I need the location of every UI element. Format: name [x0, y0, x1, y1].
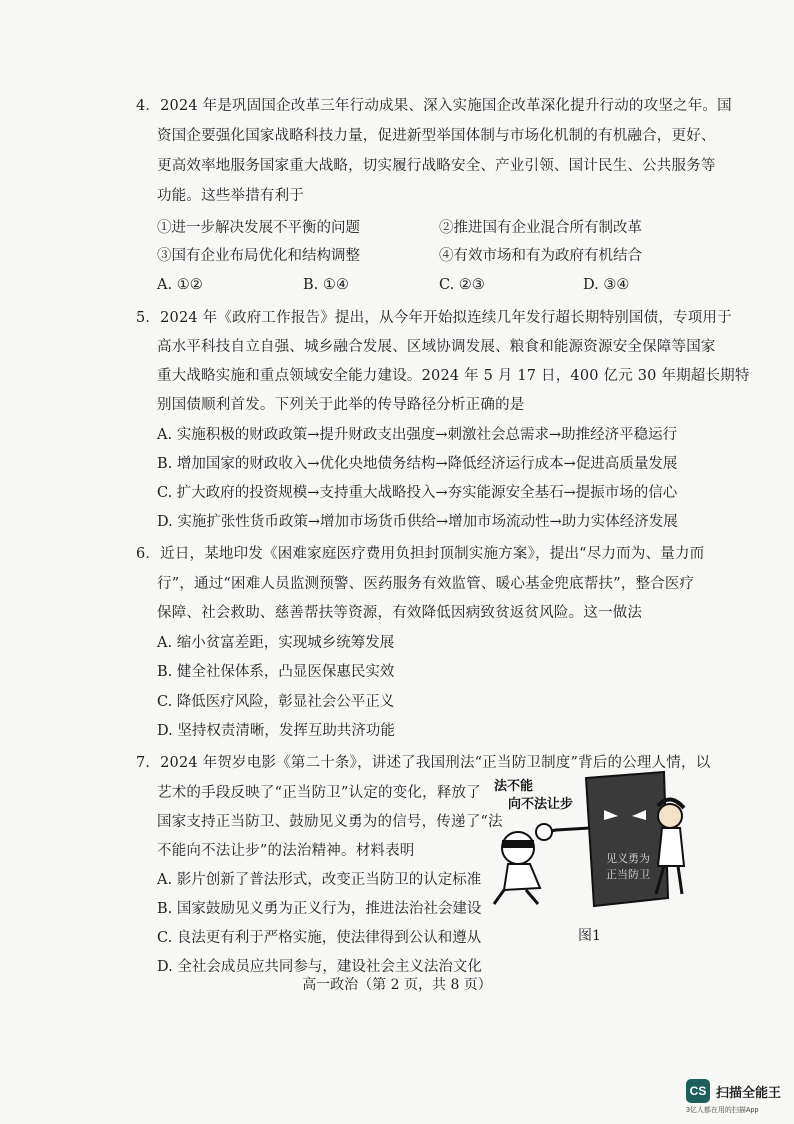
q7-stem-line: 不能向不法让步”的法治精神。材料表明 — [157, 843, 415, 859]
robber-body — [504, 864, 540, 890]
q6-stem-line: 保障、社会救助、慈善帮扶等资源，有效降低因病致贫返贫风险。这一做法 — [157, 605, 643, 621]
q6-option-a: A. 缩小贫富差距，实现城乡统筹发展 — [157, 635, 395, 651]
page-footer: 高一政治（第 2 页，共 8 页） — [302, 977, 492, 993]
board-text-1: 见义勇为 — [606, 852, 650, 865]
girl-head — [658, 804, 682, 828]
scanner-tagline: 3亿人都在用的扫描App — [686, 1107, 759, 1114]
fist — [536, 824, 552, 840]
q4-stem-line: 更高效率地服务国家重大战略，切实履行战略安全、产业引领、国计民生、公共服务等 — [157, 158, 716, 174]
slogan-line-1: 法不能 — [494, 779, 534, 794]
q4-option-b: B. ①④ — [303, 277, 349, 293]
figure-1-cartoon — [486, 770, 691, 910]
q4-option-d: D. ③④ — [583, 277, 630, 293]
slogan-line-2: 向不法让步 — [508, 797, 574, 812]
q4-statement-3: ③国有企业布局优化和结构调整 — [157, 248, 360, 264]
cs-logo-icon: CS — [686, 1079, 710, 1103]
q6-option-b: B. 健全社保体系，凸显医保惠民实效 — [157, 664, 395, 680]
q7-option-b: B. 国家鼓励见义勇为正义行为，推进法治社会建设 — [157, 901, 482, 917]
q5-stem-line: 别国债顺利首发。下列关于此举的传导路径分析正确的是 — [157, 397, 525, 413]
board-text-2: 正当防卫 — [606, 868, 650, 881]
q6-stem-line: 6．近日，某地印发《困难家庭医疗费用负担封顶制实施方案》，提出“尽力而为、量力而 — [136, 546, 705, 562]
girl-body — [658, 828, 684, 866]
q5-option-b: B. 增加国家的财政收入→优化央地债务结构→降低经济运行成本→促进高质量发展 — [157, 456, 678, 472]
scanner-watermark — [686, 1079, 781, 1103]
law-board — [586, 772, 668, 906]
q4-statement-2: ②推进国有企业混合所有制改革 — [439, 220, 642, 236]
q6-option-c: C. 降低医疗风险，彰显社会公平正义 — [157, 694, 395, 710]
q5-stem-line: 重大战略实施和重点领域安全能力建设。2024 年 5 月 17 日，400 亿元 30 年期超长期特 — [157, 368, 750, 384]
cartoon-illustration — [486, 770, 691, 910]
q5-stem-line: 高水平科技自立自强、城乡融合发展、区域协调发展、粮食和能源资源安全保障等国家 — [157, 339, 716, 355]
q7-option-d: D. 全社会成员应共同参与，建设社会主义法治文化 — [157, 959, 482, 975]
q4-statement-1: ①进一步解决发展不平衡的问题 — [157, 220, 360, 236]
robber-legs — [494, 890, 538, 904]
q7-stem-line: 国家支持正当防卫、鼓励见义勇为的信号，传递了“法 — [157, 814, 503, 830]
q4-option-a: A. ①② — [157, 277, 203, 293]
scanner-app-name: 扫描全能王 — [716, 1084, 782, 1100]
q7-option-a: A. 影片创新了普法形式，改变正当防卫的认定标准 — [157, 872, 482, 888]
q7-stem-line: 艺术的手段反映了“正当防卫”认定的变化，释放了 — [157, 785, 481, 801]
q7-option-c: C. 良法更有利于严格实施，使法律得到公认和遵从 — [157, 930, 482, 946]
q7-stem-line: 7．2024 年贺岁电影《第二十条》，讲述了我国刑法“正当防卫制度”背后的公理人情，以 — [136, 755, 711, 771]
q4-statement-4: ④有效市场和有为政府有机结合 — [439, 248, 642, 264]
q4-option-c: C. ②③ — [439, 277, 485, 293]
q5-option-c: C. 扩大政府的投资规模→支持重大战略投入→夯实能源安全基石→提振市场的信心 — [157, 485, 678, 501]
q4-stem-line: 4．2024 年是巩固国企改革三年行动成果、深入实施国企改革深化提升行动的攻坚之年。国 — [136, 98, 732, 114]
q6-option-d: D. 坚持权责清晰，发挥互助共济功能 — [157, 723, 395, 739]
q4-stem-line: 资国企要强化国家战略科技力量，促进新型举国体制与市场化机制的有机融合，更好、 — [157, 128, 716, 144]
figure-caption: 图1 — [578, 928, 601, 944]
q5-stem-line: 5．2024 年《政府工作报告》提出，从今年开始拟连续几年发行超长期特别国债，专项用于 — [136, 310, 732, 326]
q5-option-d: D. 实施扩张性货币政策→增加市场货币供给→增加市场流动性→助力实体经济发展 — [157, 514, 678, 530]
q4-stem-line: 功能。这些举措有利于 — [157, 188, 304, 204]
robber-mask — [502, 840, 534, 848]
q5-option-a: A. 实施积极的财政政策→提升财政支出强度→刺激社会总需求→助推经济平稳运行 — [157, 427, 678, 443]
q6-stem-line: 行”，通过“困难人员监测预警、医药服务有效监管、暖心基金兜底帮扶”，整合医疗 — [157, 576, 695, 592]
